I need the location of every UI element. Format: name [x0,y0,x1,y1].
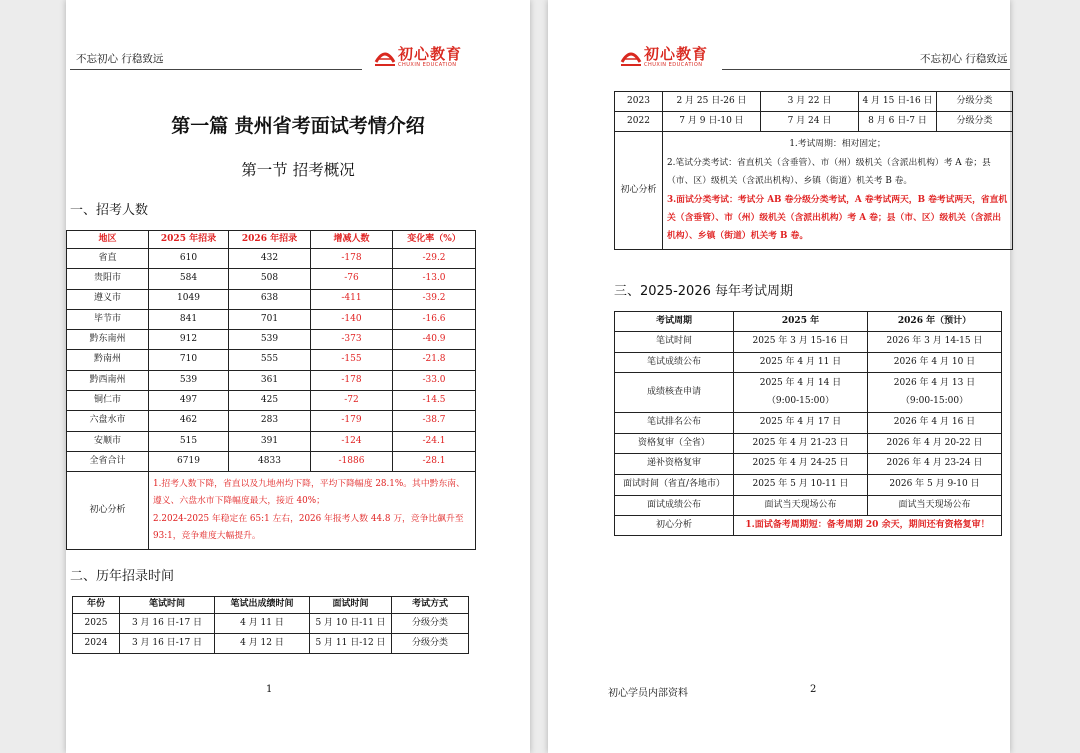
schedule-table [72,596,469,654]
table-cell: 8 月 6 日-7 日 [859,112,937,132]
analysis-point-2: 2.笔试分类考试：省直机关（含垂管）、市（州）级机关（含派出机构）考 A 卷；县（市、区）级机关（含派出机构）、乡镇（街道）机关考 B 卷。 [667,157,991,187]
table-cell: 3 月 22 日 [761,92,859,112]
table-row [67,451,476,471]
table-cell: 710 [149,350,229,370]
table-cell: 2025 [73,614,120,634]
table-row [67,289,476,309]
table-cell: 2022 [615,112,663,132]
table-header: 考试周期 [615,312,734,332]
table-header: 2026 年招录 [229,231,311,249]
table-row [615,332,1002,353]
page-title: 第一篇 贵州省考面试考情介绍 [171,115,425,137]
table-header: 变化率（%） [393,231,476,249]
page-number: 1 [266,684,273,695]
table-cell: 497 [149,391,229,411]
section-subtitle: 第一节 招考概况 [241,161,355,179]
table-cell: 黔东南州 [67,330,149,350]
table-header: 地区 [67,231,149,249]
brand-name: 初心教育 [398,45,463,63]
analysis-point-2: 2.2024-2025 年稳定在 65:1 左右，2026 年报考人数 44.8 万，竞争比飙升至 93:1，竞争难度大幅提升。 [153,513,464,542]
table-cell: -28.1 [393,451,476,471]
table-cell: 六盘水市 [67,411,149,431]
table-cell: 2 月 25 日-26 日 [663,92,761,112]
table-cell: -24.1 [393,431,476,451]
table-cell: 2023 [615,92,663,112]
table-row [67,309,476,329]
table-cell: 铜仁市 [67,391,149,411]
table-cell: 4 月 12 日 [215,634,310,654]
table-cell: 递补资格复审 [615,454,734,475]
table-cell: 4 月 11 日 [215,614,310,634]
table-cell: -1886 [311,451,393,471]
table-cell: 508 [229,269,311,289]
schedule-table-continued [614,91,1013,250]
table-cell: -14.5 [393,391,476,411]
table-cell: 2025 年 4 月 24-25 日 [734,454,868,475]
analysis-point-1: 1.考试周期：相对固定； [789,139,886,150]
analysis-point-1: 1.招考人数下降，省直以及九地州均下降，平均下降幅度 28.1%。其中黔东南、遵义、六盘水市下降幅度最大，接近 40%； [153,478,465,507]
table-cell: 539 [149,370,229,390]
table-cell: 分级分类 [392,614,469,634]
table-cell: 黔南州 [67,350,149,370]
table-cell: 面试当天现场公布 [868,495,1002,516]
header-rule [70,69,362,70]
table-cell: 462 [149,411,229,431]
table-cell-hours: （9:00-15:00） [766,395,835,406]
table-cell: -40.9 [393,330,476,350]
table-row [67,411,476,431]
table-cell: -13.0 [393,269,476,289]
header-motto: 不忘初心 行稳致远 [76,53,164,65]
table-cell: 391 [229,431,311,451]
brand-name-en: CHUXIN EDUCATION [398,62,457,68]
table-row [615,495,1002,516]
table-cell: 2026 年 4 月 23-24 日 [868,454,1002,475]
table-cell: -411 [311,289,393,309]
table-cell: -33.0 [393,370,476,390]
table-cell: -140 [311,309,393,329]
table-cell: 701 [229,309,311,329]
table-row [67,350,476,370]
section-heading-schedule: 二、历年招录时间 [70,569,175,584]
footer-label: 初心学员内部资料 [608,688,688,699]
table-cell: 2025 年 5 月 10-11 日 [734,474,868,495]
analysis-label: 初心分析 [615,132,663,250]
table-header: 2025 年 [734,312,868,332]
analysis-label: 初心分析 [615,516,734,536]
header-rule [722,69,1010,70]
section-heading-cycle: 三、2025-2026 每年考试周期 [614,284,793,299]
table-header: 笔试时间 [120,597,215,614]
table-cell-date: 2025 年 4 月 14 日 [759,378,842,389]
table-cell: 面试当天现场公布 [734,495,868,516]
table-cell: 7 月 24 日 [761,112,859,132]
table-cell-date: 2026 年 4 月 13 日 [893,378,976,389]
table-cell: 面试成绩公布 [615,495,734,516]
table-cell: 912 [149,330,229,350]
table-cell: 贵阳市 [67,269,149,289]
table-header: 增减人数 [311,231,393,249]
table-cell: -178 [311,370,393,390]
analysis-point-3: 3.面试分类考试：考试分 AB 卷分级分类考试，A 卷考试两天，B 卷考试两天，省直机关（含垂管）、市（州）级机关（含派出机构）考 A 卷；县（市、区）级机关（含派出机构）、乡镇（街道）机关考 B 卷。 [667,194,1008,242]
brand-name: 初心教育 [644,45,709,63]
table-row [615,474,1002,495]
table-cell: 432 [229,249,311,269]
table-row [67,370,476,390]
table-cell: 841 [149,309,229,329]
table-cell: 成绩核查申请 [615,373,734,413]
table-cell: 2025 年 4 月 21-23 日 [734,433,868,454]
table-row [615,413,1002,434]
table-row [67,269,476,289]
table-row [67,431,476,451]
table-cell: 2025 年 4 月 17 日 [734,413,868,434]
table-cell: 笔试排名公布 [615,413,734,434]
table-row [67,330,476,350]
brand-logo [374,47,462,68]
table-cell: 5 月 10 日-11 日 [310,614,392,634]
table-cell: 毕节市 [67,309,149,329]
table-cell [734,373,868,413]
page-number: 2 [810,684,817,695]
table-header: 2026 年（预计） [868,312,1002,332]
brand-logo [620,47,708,68]
table-cell: 2024 [73,634,120,654]
analysis-point-1: 1.面试备考周期短：备考周期 20 余天，期间还有资格复审！ [734,516,1002,536]
table-cell: -124 [311,431,393,451]
table-cell: 笔试时间 [615,332,734,353]
table-cell: 539 [229,330,311,350]
brand-logo-icon [374,48,396,68]
table-cell: 584 [149,269,229,289]
table-cell: 2025 年 3 月 15-16 日 [734,332,868,353]
recruitment-table [66,230,476,550]
table-cell: 555 [229,350,311,370]
analysis-label: 初心分析 [67,472,149,550]
table-cell: 分级分类 [937,92,1013,112]
table-cell: -16.6 [393,309,476,329]
table-row [615,373,1002,413]
table-row [67,249,476,269]
table-cell: 分级分类 [937,112,1013,132]
exam-cycle-table [614,311,1002,536]
table-cell: -178 [311,249,393,269]
section-heading-recruitment: 一、招考人数 [70,203,149,218]
table-cell: 4833 [229,451,311,471]
table-cell: 638 [229,289,311,309]
table-cell: 610 [149,249,229,269]
table-cell: 5 月 11 日-12 日 [310,634,392,654]
table-cell-hours: （9:00-15:00） [900,395,969,406]
document-page-2 [548,0,1010,753]
table-cell: 省直 [67,249,149,269]
table-cell: -29.2 [393,249,476,269]
table-cell: 515 [149,431,229,451]
document-page-1 [66,0,530,753]
table-cell: 3 月 16 日-17 日 [120,634,215,654]
table-cell: 425 [229,391,311,411]
table-row [615,454,1002,475]
table-cell: -21.8 [393,350,476,370]
table-cell: 4 月 15 日-16 日 [859,92,937,112]
table-cell: 3 月 16 日-17 日 [120,614,215,634]
table-cell: 1049 [149,289,229,309]
table-cell: 2026 年 5 月 9-10 日 [868,474,1002,495]
table-cell: 2025 年 4 月 11 日 [734,352,868,373]
table-cell: 面试时间（省直/各地市） [615,474,734,495]
table-cell: 资格复审（全省） [615,433,734,454]
table-cell: 361 [229,370,311,390]
table-header: 考试方式 [392,597,469,614]
table-cell: -38.7 [393,411,476,431]
table-row [67,391,476,411]
table-cell: -72 [311,391,393,411]
table-cell: -76 [311,269,393,289]
table-row [615,433,1002,454]
table-cell: 2026 年 4 月 16 日 [868,413,1002,434]
table-cell: -39.2 [393,289,476,309]
table-header: 2025 年招录 [149,231,229,249]
brand-logo-icon [620,48,642,68]
table-cell: -373 [311,330,393,350]
table-cell: 2026 年 3 月 14-15 日 [868,332,1002,353]
table-cell: -155 [311,350,393,370]
table-cell: 安顺市 [67,431,149,451]
table-cell: 7 月 9 日-10 日 [663,112,761,132]
table-cell: 283 [229,411,311,431]
analysis-text [663,132,1013,250]
table-cell: 2026 年 4 月 20-22 日 [868,433,1002,454]
table-header: 面试时间 [310,597,392,614]
header-motto: 不忘初心 行稳致远 [920,53,1008,65]
table-cell: 6719 [149,451,229,471]
brand-name-en: CHUXIN EDUCATION [644,62,703,68]
table-header: 年份 [73,597,120,614]
table-cell: 黔西南州 [67,370,149,390]
table-cell [868,373,1002,413]
table-cell: -179 [311,411,393,431]
table-row [615,352,1002,373]
table-cell: 全省合计 [67,451,149,471]
table-cell: 分级分类 [392,634,469,654]
analysis-text [149,472,476,550]
table-header: 笔试出成绩时间 [215,597,310,614]
table-cell: 2026 年 4 月 10 日 [868,352,1002,373]
table-cell: 遵义市 [67,289,149,309]
table-cell: 笔试成绩公布 [615,352,734,373]
